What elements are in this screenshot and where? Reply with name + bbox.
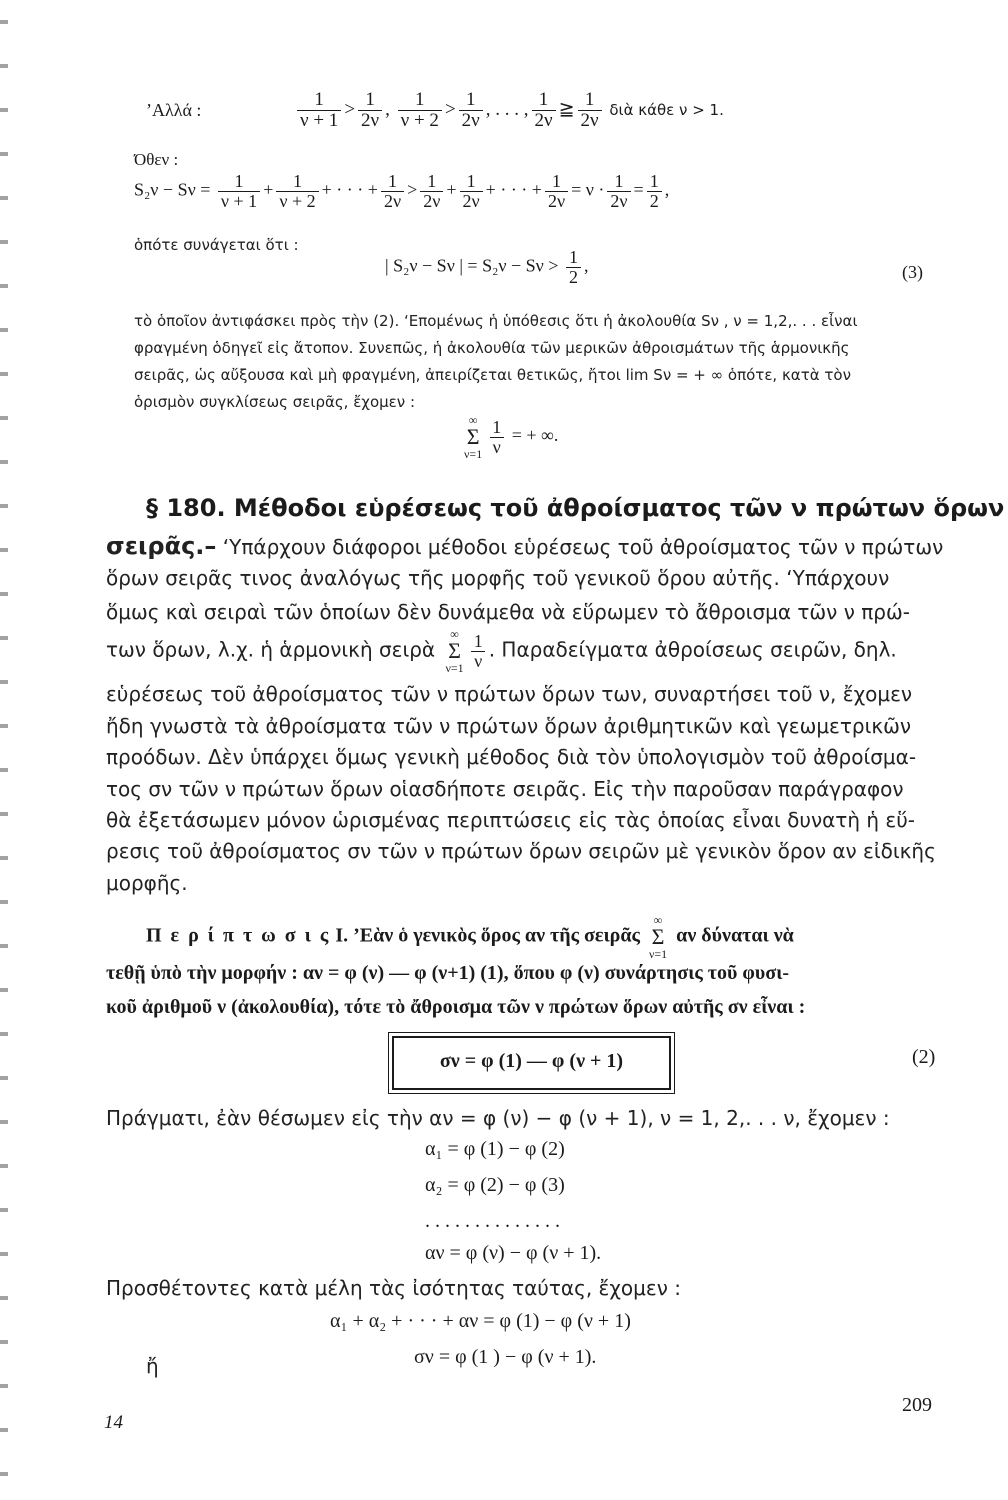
page-number: 209 <box>902 1394 932 1416</box>
binding-edge <box>0 0 8 1500</box>
case-label: Π ε ρ ί π τ ω σ ι ς <box>146 924 331 947</box>
fraction: $\frac{1}{\nu + 1}$ <box>218 172 260 211</box>
section-heading: § 180. Μέθοδοι εὑρέσεως τοῦ ἀθροίσματος τῶν ν πρώτων ὅρων <box>146 494 1005 522</box>
equation: α₂ = φ (2) − φ (3) <box>425 1174 565 1196</box>
equation: σν = φ (1 ) − φ (ν + 1). <box>414 1346 597 1368</box>
fraction: $\frac{1}{2\nu}$ <box>607 172 630 211</box>
section-line: θὰ ἐξετάσωμεν μόνον ὡρισμένας περιπτώσεις εἰς τὰς ὁποίας εἶναι δυνατὴ ἡ εὕ- <box>106 808 916 832</box>
proof-line: Προσθέτοντες κατὰ μέλη τὰς ἰσότητας ταύτας, ἔχομεν : <box>106 1276 681 1300</box>
inequality-line: $\frac{1}{\nu + 1}$ > $\frac{1}{2\nu}$ , $\frac{1}{\nu + 2}$ > $\frac{1}{2\nu}$ , . . . , $\frac{1}{2\nu}$ ≧ $\frac{1}{2\nu}$ διὰ κάθε ν > 1. <box>294 90 724 131</box>
section-line: προόδων. Δὲν ὑπάρχει ὅμως γενικὴ μέθοδος διὰ τὸν ὑπολογισμὸν τοῦ ἀθροίσμα- <box>106 745 917 769</box>
fraction: $\frac{1}{2\nu}$ <box>545 172 568 211</box>
sigma-sum: ∞ Σ ν=1 <box>648 913 668 961</box>
fraction: $\frac{1}{2\nu}$ <box>420 172 443 211</box>
fraction: $\frac{1}{\nu + 2}$ <box>276 172 318 211</box>
equation-number-2: (2) <box>912 1046 936 1068</box>
opote-text: ὁπότε συνάγεται ὅτι : <box>134 236 299 254</box>
alla-label: ’Αλλά : <box>146 100 202 120</box>
section-line: τος σν τῶν ν πρώτων ὅρων οἱασδήποτε σειρᾶς. Εἰς τὴν παροῦσαν παράγραφον <box>106 777 904 801</box>
fraction: $\frac{1}{\nu}$ <box>471 632 486 671</box>
absolute-value-line: | S₂ν − Sν | = S₂ν − Sν > $\frac{1}{2}$ , <box>385 247 589 287</box>
section-line: μορφῆς. <box>106 871 188 895</box>
fraction: $\frac{1}{\nu}$ <box>489 418 504 457</box>
ellipsis-row: . . . . . . . . . . . . . . <box>425 1210 560 1232</box>
equation: α₁ = φ (1) − φ (2) <box>425 1138 565 1160</box>
paragraph-line: φραγμένη ὁδηγεῖ εἰς ἄτοπον. Συνεπῶς, ἡ ἀκολουθία τῶν μερικῶν ἀθροισμάτων τῆς ἁρμονικῆς <box>134 339 850 357</box>
sum-difference-line: S₂ν − Sν = $\frac{1}{\nu + 1}$ + $\frac{1}{\nu + 2}$ + · · · + $\frac{1}{2\nu}$ > $\frac{1}{2\nu}$ + $\frac{1}{2\nu}$ + · · · + $\frac{1}{2\nu}$ = ν · $\frac{1}{2\nu}$ = $\frac{1}{2}$ , <box>134 171 670 211</box>
section-line: των ὅρων, λ.χ. ἡ ἁρμονικὴ σειρὰ ∞ Σ ν=1 $\frac{1}{\nu}$ . Παραδείγματα ἀθροίσεως σειρῶν, δηλ. <box>106 627 897 675</box>
harmonic-series-divergence: ∞ Σ ν=1 $\frac{1}{\nu}$ = + ∞. <box>464 413 559 461</box>
fraction: $\frac{1}{\nu + 2}$ <box>398 90 442 131</box>
sigma-sum: ∞ Σ ν=1 <box>464 413 483 461</box>
fraction: $\frac{1}{2\nu}$ <box>578 90 602 131</box>
boxed-formula: σν = φ (1) — φ (ν + 1) <box>392 1036 671 1090</box>
paragraph-line: ὁρισμὸν συγκλίσεως σειρᾶς, ἔχομεν : <box>134 393 415 411</box>
case-line: Π ε ρ ί π τ ω σ ι ς I. ’Εὰν ὁ γενικὸς ὅρος αν τῆς σειρᾶς ∞ Σ ν=1 αν δύναται νὰ <box>146 913 794 961</box>
othen-label: Όθεν : <box>134 150 179 169</box>
section-line: ρεσις τοῦ ἀθροίσματος σν τῶν ν πρώτων ὅρων σειρῶν μὲ γενικὸν ὅρον αν εἰδικῆς <box>106 839 936 863</box>
case-line: τεθῇ ὑπὸ τὴν μορφήν : αν = φ (ν) — φ (ν+1) (1), ὅπου φ (ν) συνάρτησις τοῦ φυσι- <box>106 962 789 984</box>
equation-number-3: (3) <box>902 262 923 282</box>
fraction: $\frac{1}{2\nu}$ <box>459 90 483 131</box>
section-line: σειρᾶς.– ‘Υπάρχουν διάφοροι μέθοδοι εὑρέσεως τοῦ ἀθροίσματος τῶν ν πρώτων <box>106 532 944 560</box>
fraction: $\frac{1}{2}$ <box>647 172 662 211</box>
fraction: $\frac{1}{2\nu}$ <box>358 90 382 131</box>
section-line: ὅρων σειρᾶς τινος ἀναλόγως τῆς μορφῆς τοῦ γενικοῦ ὅρου αὐτῆς. ‘Υπάρχουν <box>106 566 890 590</box>
or-word: ἤ <box>146 1354 159 1378</box>
fraction: $\frac{1}{2\nu}$ <box>460 172 483 211</box>
signature-mark: 14 <box>104 1412 123 1433</box>
fraction: $\frac{1}{2}$ <box>566 248 581 287</box>
equation: α₁ + α₂ + · · · + αν = φ (1) − φ (ν + 1) <box>330 1310 631 1332</box>
proof-line: Πράγματι, ἐὰν θέσωμεν εἰς τὴν αν = φ (ν) − φ (ν + 1), ν = 1, 2,. . . ν, ἔχομεν : <box>106 1106 890 1130</box>
section-line: ὅμως καὶ σειραὶ τῶν ὁποίων δὲν δυνάμεθα νὰ εὕρωμεν τὸ ἄθροισμα τῶν ν πρώ- <box>106 600 910 624</box>
case-line: κοῦ ἀριθμοῦ ν (ἀκολουθία), τότε τὸ ἄθροισμα τῶν ν πρώτων ὅρων αὐτῆς σν εἶναι : <box>106 996 806 1018</box>
paragraph-line: τὸ ὁποῖον ἀντιφάσκει πρὸς τὴν (2). ‘Επομένως ἡ ὑπόθεσις ὅτι ἡ ἀκολουθία Sν , ν = 1,2,. . . εἶναι <box>134 312 858 330</box>
section-line: εὑρέσεως τοῦ ἀθροίσματος τῶν ν πρώτων ὅρων των, συναρτήσει τοῦ ν, ἔχομεν <box>106 682 913 706</box>
section-heading-word: σειρᾶς.– <box>106 532 217 560</box>
fraction: $\frac{1}{\nu + 1}$ <box>297 90 341 131</box>
fraction: $\frac{1}{2\nu}$ <box>532 90 556 131</box>
sigma-sum: ∞ Σ ν=1 <box>445 627 464 675</box>
paragraph-line: σειρᾶς, ὡς αὔξουσα καὶ μὴ φραγμένη, ἀπειρίζεται θετικῶς, ἤτοι lim Sν = + ∞ ὁπότε, κατὰ τὸν <box>134 366 851 384</box>
equation: αν = φ (ν) − φ (ν + 1). <box>425 1242 602 1264</box>
section-line: ἤδη γνωστὰ τὰ ἀθροίσματα τῶν ν πρώτων ὅρων ἀριθμητικῶν καὶ γεωμετρικῶν <box>106 714 912 738</box>
fraction: $\frac{1}{2\nu}$ <box>381 172 404 211</box>
